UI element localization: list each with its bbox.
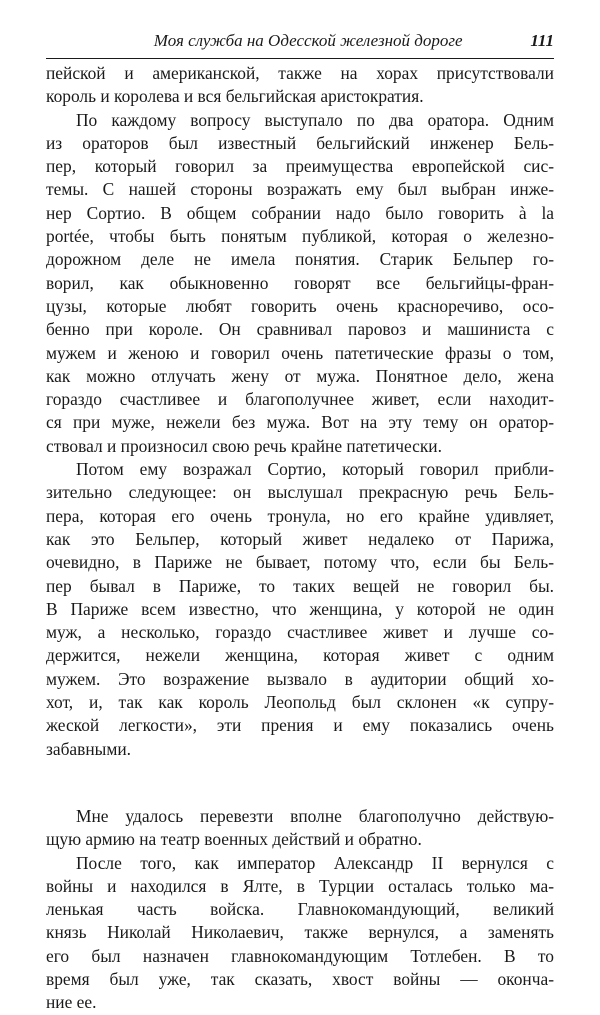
text-line: гораздо счастливее и благополучнее живет, если находит-	[46, 389, 554, 410]
text-line: ся при муже, нежели без мужа. Вот на эту тему он оратор-	[46, 412, 554, 433]
text-line: князь Николай Николаевич, также вернулся, а заменять	[46, 922, 554, 943]
text-line: ствовал и произносил свою речь крайне патетически.	[46, 435, 442, 456]
text-line: Мне удалось перевезти вполне благополучно действую-	[76, 805, 554, 826]
text-line: очевидно, в Париже не бывает, потому что, если бы Бель-	[46, 552, 554, 573]
running-head-title: Моя служба на Одесской железной дороге	[153, 31, 463, 50]
text-line: хот, и, так как король Леопольд был склонен «к супру-	[46, 692, 554, 713]
text-line: держится, нежели женщина, которая живет с одним	[46, 645, 554, 666]
text-line: По каждому вопросу выступало по два оратора. Одним	[76, 109, 554, 130]
running-head	[46, 30, 554, 59]
paragraph-3	[46, 458, 554, 761]
text-line: После того, как император Александр II вернулся с	[76, 852, 554, 873]
text-line: дорожном деле не имела понятия. Старик Бельпер го-	[46, 249, 554, 270]
text-line: В Париже всем известно, что женщина, у которой не один	[46, 598, 554, 619]
text-line: бенно при короле. Он сравнивал паровоз и машиниста с	[46, 319, 554, 340]
text-line: Потом ему возражал Сортио, который говорил прибли-	[76, 459, 554, 480]
text-line: пера, которая его очень тронула, но его крайне удивляет,	[46, 505, 554, 526]
text-line: ние ее.	[46, 992, 97, 1013]
text-line: щую армию на театр военных действий и обратно.	[46, 829, 422, 850]
paragraph-2	[46, 109, 554, 458]
text-line: мужем. Это возражение вызвало в аудитории общий хо-	[46, 668, 554, 689]
text-line: нер Сортио. В общем собрании надо было говорить à la	[46, 202, 554, 223]
text-line: пер, который говорил за преимущества европейской сис-	[46, 156, 554, 177]
text-line: темы. С нашей стороны возражать ему был выбран инже-	[46, 179, 554, 200]
text-line: как можно отлучать жену от мужа. Понятное дело, жена	[46, 365, 554, 386]
text-line: войны и находился в Ялте, в Турции осталась только ма-	[46, 875, 554, 896]
page-number: 111	[530, 31, 554, 50]
text-line: цузы, которые любят говорить очень красноречиво, осо-	[46, 295, 554, 316]
text-line: из ораторов был известный бельгийский инженер Бель-	[46, 132, 554, 153]
text-line: его был назначен главнокомандующим Тотлебен. В то	[46, 945, 554, 966]
text-line: муж, а несколько, гораздо счастливее живет и лучше со-	[46, 622, 554, 643]
paragraph-1	[46, 62, 554, 109]
text-line: мужем и женою и говорил очень патетические фразы о том,	[46, 342, 554, 363]
text-line: время был уже, так сказать, хвост войны — оконча-	[46, 968, 554, 989]
text-line: пейской и американской, также на хорах присутствовали	[46, 63, 554, 83]
text-line: ворил, как обыкновенно говорят все бельгийцы-фран-	[46, 272, 554, 293]
paragraph-4	[46, 805, 554, 852]
text-line: пер бывал в Париже, то таких вещей не говорил бы.	[46, 575, 554, 596]
text-line: ленькая часть войска. Главнокомандующий, великий	[46, 899, 554, 920]
text-line: зительно следующее: он выслушал прекрасную речь Бель-	[46, 482, 554, 503]
book-page	[46, 30, 554, 1015]
text-line: жеской легкости», эти прения и ему показались очень	[46, 715, 554, 736]
text-line: portée, чтобы быть понятым публикой, которая о железно-	[46, 226, 554, 247]
text-line: забавными.	[46, 738, 132, 759]
paragraph-5	[46, 852, 554, 1015]
text-line: король и королева и вся бельгийская аристократия.	[46, 86, 424, 107]
text-line: как это Бельпер, который живет недалеко от Парижа,	[46, 528, 554, 549]
section-gap	[46, 761, 554, 805]
